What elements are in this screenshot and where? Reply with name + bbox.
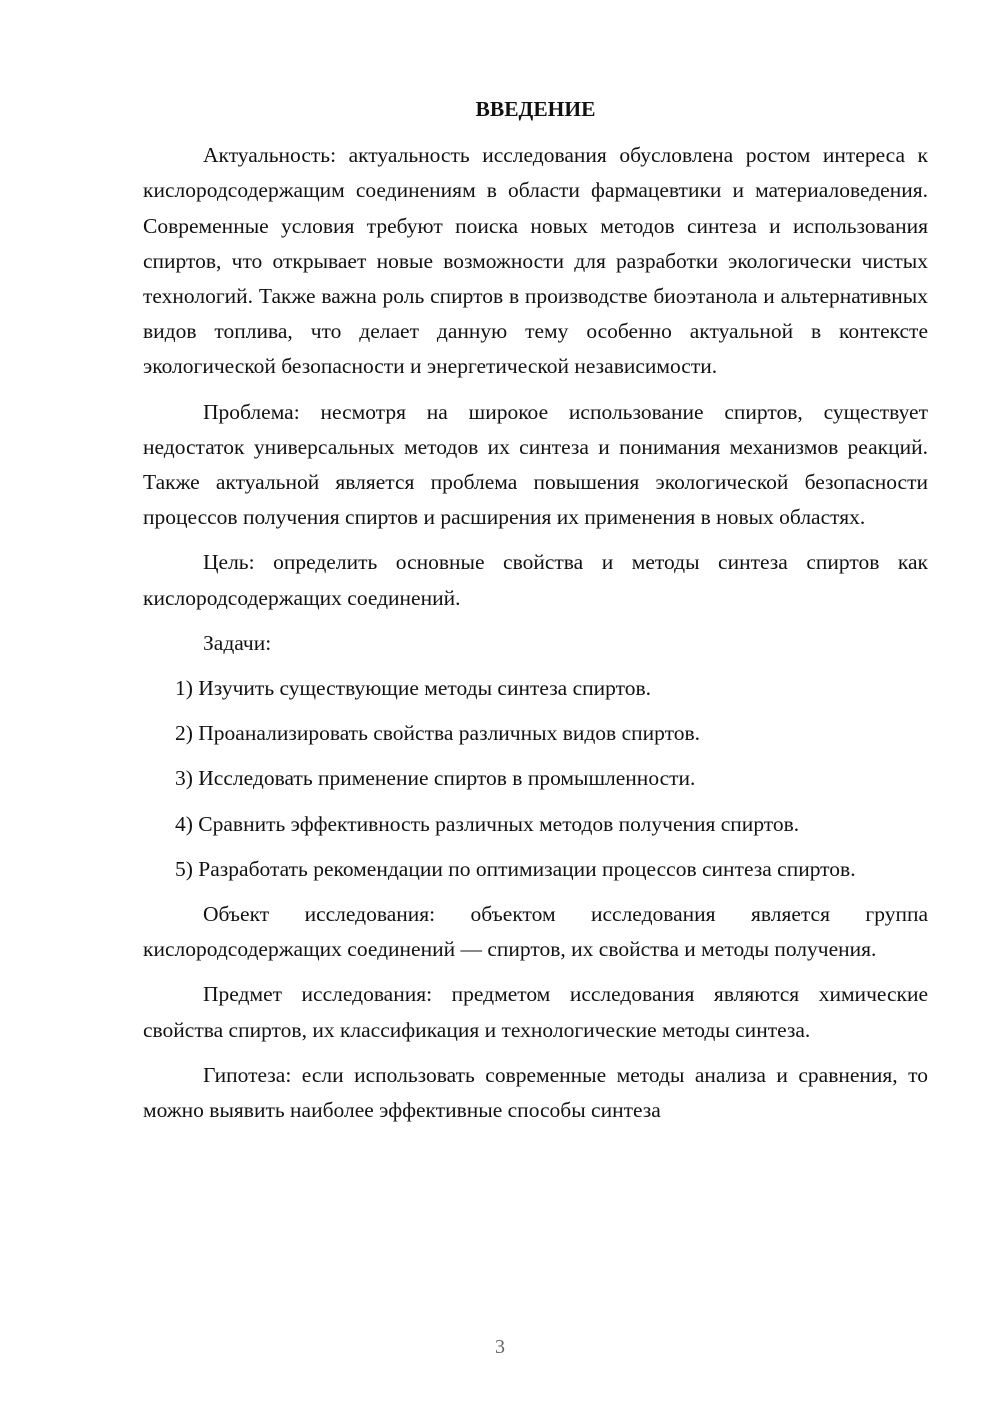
paragraph-goal: Цель: определить основные свойства и методы синтеза спиртов как кислородсодержащих соединений. (143, 550, 928, 610)
paragraph-subject: Предмет исследования: предметом исследования являются химические свойства спиртов, их классификация и технологические методы синтеза. (143, 982, 928, 1042)
task-item: 1) Изучить существующие методы синтеза спиртов. (175, 676, 652, 701)
tasks-heading: Задачи: (203, 630, 272, 655)
task-item: 2) Проанализировать свойства различных видов спиртов. (175, 721, 700, 746)
page-number: 3 (495, 1336, 505, 1358)
paragraph-relevance: Актуальность: актуальность исследования обусловлена ростом интереса к кислородсодержащим соединениям в области фармацевтики и материаловедения. Современные условия требуют поиска новых методов синтеза и использования спиртов, что открывает новые возможности для разработки экологически чистых технологий. Также важна роль спиртов в производстве биоэтанола и альтернативных видов топлива, что делает данную тему особенно актуальной в контексте экологической безопасности и энергетической независимости. (143, 143, 928, 379)
page-title: ВВЕДЕНИЕ (475, 97, 596, 121)
paragraph-object: Объект исследования: объектом исследования является группа кислородсодержащих соединений — спиртов, их свойства и методы получения. (143, 902, 928, 962)
task-item: 3) Исследовать применение спиртов в промышленности. (175, 766, 696, 791)
page-content (143, 92, 928, 1138)
task-item: 4) Сравнить эффективность различных методов получения спиртов. (175, 811, 800, 836)
task-list (143, 671, 928, 887)
task-item: 5) Разработать рекомендации по оптимизации процессов синтеза спиртов. (175, 856, 856, 881)
paragraph-hypothesis: Гипотеза: если использовать современные методы анализа и сравнения, то можно выявить наиболее эффективные способы синтеза (143, 1062, 928, 1123)
paragraph-problem: Проблема: несмотря на широкое использование спиртов, существует недостаток универсальных методов их синтеза и понимания механизмов реакций. Также актуальной является проблема повышения экологической безопасности процессов получения спиртов и расширения их применения в новых областях. (143, 399, 928, 530)
